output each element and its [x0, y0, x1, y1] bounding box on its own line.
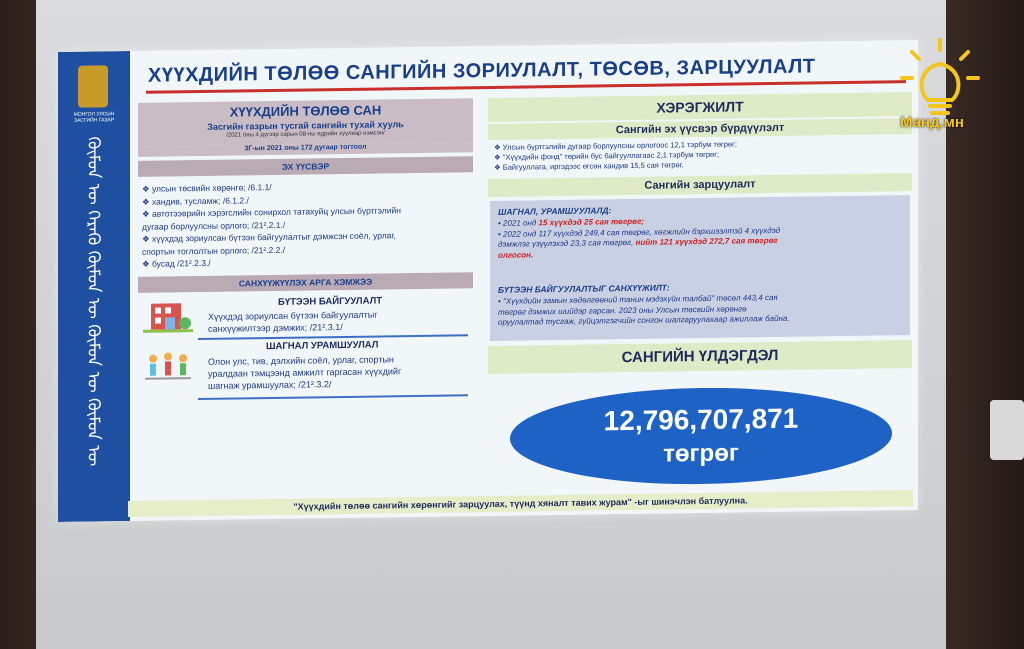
list-item: дугаар борлуулсны орлого; /21².2.1./ — [142, 219, 286, 232]
balance-currency: төгрөг — [663, 439, 739, 468]
source-formation-list — [494, 140, 737, 173]
balance-heading: САНГИЙН ҮЛДЭГДЭЛ — [488, 340, 912, 374]
building-illustration-icon — [143, 293, 193, 334]
award-spending-list — [498, 215, 780, 261]
text-span: дэмжлэг үзүүлэхэд 23,3 сая төгрөг, — [498, 237, 636, 249]
source-formation-heading: Сангийн эх үүсвэр бүрдүүлэлт — [488, 118, 912, 140]
list-item: ❖ Улсын бүртгэлийн дугаар борлуулсны орлогоос 12,1 тэрбум төгрөг; — [494, 139, 737, 152]
list-item: ❖ Байгууллага, иргэдээс өгсөн хандив 15,5 сая төгрөг. — [494, 160, 684, 172]
slide-left-bar — [58, 51, 130, 522]
build-spending-heading: БҮТЭЭН БАЙГУУЛАЛТЫГ САНХҮҮЖИЛТ: — [498, 282, 670, 295]
list-item: спортын тоглолтын орлого; /21².2.2./ — [142, 244, 286, 257]
highlight-text: нийт 121 хүүхдэд 272,7 сая төгрөг — [635, 235, 778, 247]
build-title: БҮТЭЭН БАЙГУУЛАЛТ — [278, 295, 383, 308]
fund-title: ХҮҮХДИЙН ТӨЛӨӨ САН — [229, 102, 382, 120]
text-line: шагнаж урамшуулах; /21².3.2/ — [208, 379, 332, 391]
fund-header — [138, 98, 473, 147]
build-description — [208, 309, 377, 335]
fund-note-2: 3Г-ын 2021 оны 172 дугаар тогтоол — [244, 143, 367, 153]
fund-note: /2021 оны 4 дүгээр сарын 08-ны өдрийн хуулиар нэмсэн/ — [226, 130, 385, 139]
spending-panel — [490, 195, 910, 341]
funding-heading: САНХҮҮЖҮҮЛЭХ АРГА ХЭМЖЭЭ — [138, 272, 473, 293]
text-line: Хүүхдэд зориулсан бүтээн байгуулалтыг — [208, 309, 378, 322]
list-item: ❖ хандив, тусламж; /6.1.2./ — [142, 194, 249, 207]
spending-heading: Сангийн зарцуулалт — [488, 173, 912, 197]
divider-line — [198, 394, 468, 399]
list-item: оруулалтад тусгаж, гүйцэтгэгчийн сонгон шалгаруулахаар ажиллаж байна. — [498, 313, 790, 327]
fund-subtitle: Засгийн газрын тусгай сангийн тухай хууль — [207, 119, 404, 132]
list-item: • "Хүүхдийн замын хөдөлгөөний танин мэдэхүйн талбай" төсөл 443,4 сая — [498, 292, 778, 306]
wall-fixture — [990, 400, 1024, 460]
list-item: ❖ хүүхдэд зориулсан бүтээн байгуулалтыг дэмжсэн соёл, урлаг, — [142, 230, 396, 244]
list-item: ❖ "Хүүхдийн фонд" төрийн бус байгууллагаас 2,1 тэрбум төгрөг; — [494, 149, 720, 162]
presentation-slide — [58, 40, 918, 522]
highlight-text: 15 хүүхдэд 25 сая төгрөг; — [538, 216, 644, 228]
balance-value: 12,796,707,871 — [603, 402, 799, 437]
list-item: ❖ автотээврийн хэрэгслийн сонирхол татахуйц улсын бүртгэлийн — [142, 205, 401, 219]
slide-footer: "Хүүхдийн төлөө сангийн хөрөнгийг зарцуулах, түүнд хяналт тавих журам" -ыг шинэчлэн батлуулна. — [128, 490, 913, 517]
list-item: ❖ улсын төсвийн хөрөнгө; /6.1.1/ — [142, 182, 272, 194]
state-emblem-icon — [78, 65, 108, 107]
award-spending-heading: ШАГНАЛ, УРАМШУУЛАЛД: — [498, 205, 612, 217]
logo-text: Манд.мн — [900, 114, 964, 131]
highlight-text: олгосон. — [498, 249, 534, 260]
balance-oval — [510, 385, 892, 486]
source-heading: ЭХ ҮҮСВЭР — [138, 156, 473, 177]
text-span: • 2021 онд — [498, 218, 539, 228]
build-spending-list — [498, 293, 790, 329]
slide-title: ХҮҮХДИЙН ТӨЛӨӨ САНГИЙН ЗОРИУЛАЛТ, ТӨСӨВ, ЗАРЦУУЛАЛТ — [148, 55, 816, 87]
list-item: төгрөг дэмжих шийдэр гарсан. 2023 оны Улсын төсвийн хөрөнгө — [498, 303, 747, 317]
award-description — [208, 353, 401, 392]
award-title: ШАГНАЛ УРАМШУУЛАЛ — [266, 339, 379, 353]
list-item: ❖ бусад /21².2.3./ — [142, 257, 211, 269]
vertical-mongolian-script: ᠬᠦᠮᠦᠨ ᠦ ᠭᠡᠷᠡᠬᠦ ᠬᠦᠮᠦᠨ ᠦ ᠬᠦᠮᠦᠨ ᠦ ᠬᠦᠮᠦᠨ ᠦ — [83, 136, 103, 467]
emblem-caption: МОНГОЛ УЛСЫН ЗАСГИЙН ГАЗАР — [73, 111, 115, 124]
text-line: Олон улс, тив, дэлхийн соёл, урлаг, спортын — [208, 354, 394, 367]
list-item: • 2022 онд 117 хүүхдэд 249,4 сая төгрөг, хөгжлийн бэрхшээлтэй 4 хүүхдэд — [498, 225, 781, 239]
source-list — [142, 179, 401, 270]
text-line: санхүүжилтээр дэмжих; /21².3.1/ — [208, 322, 343, 334]
text-line: уралдаан тэмцээнд амжилт гаргасан хүүхдийг — [208, 366, 402, 379]
divider-line — [198, 334, 468, 339]
people-illustration-icon — [143, 346, 193, 387]
implementation-heading: ХЭРЭГЖИЛТ — [488, 92, 912, 122]
